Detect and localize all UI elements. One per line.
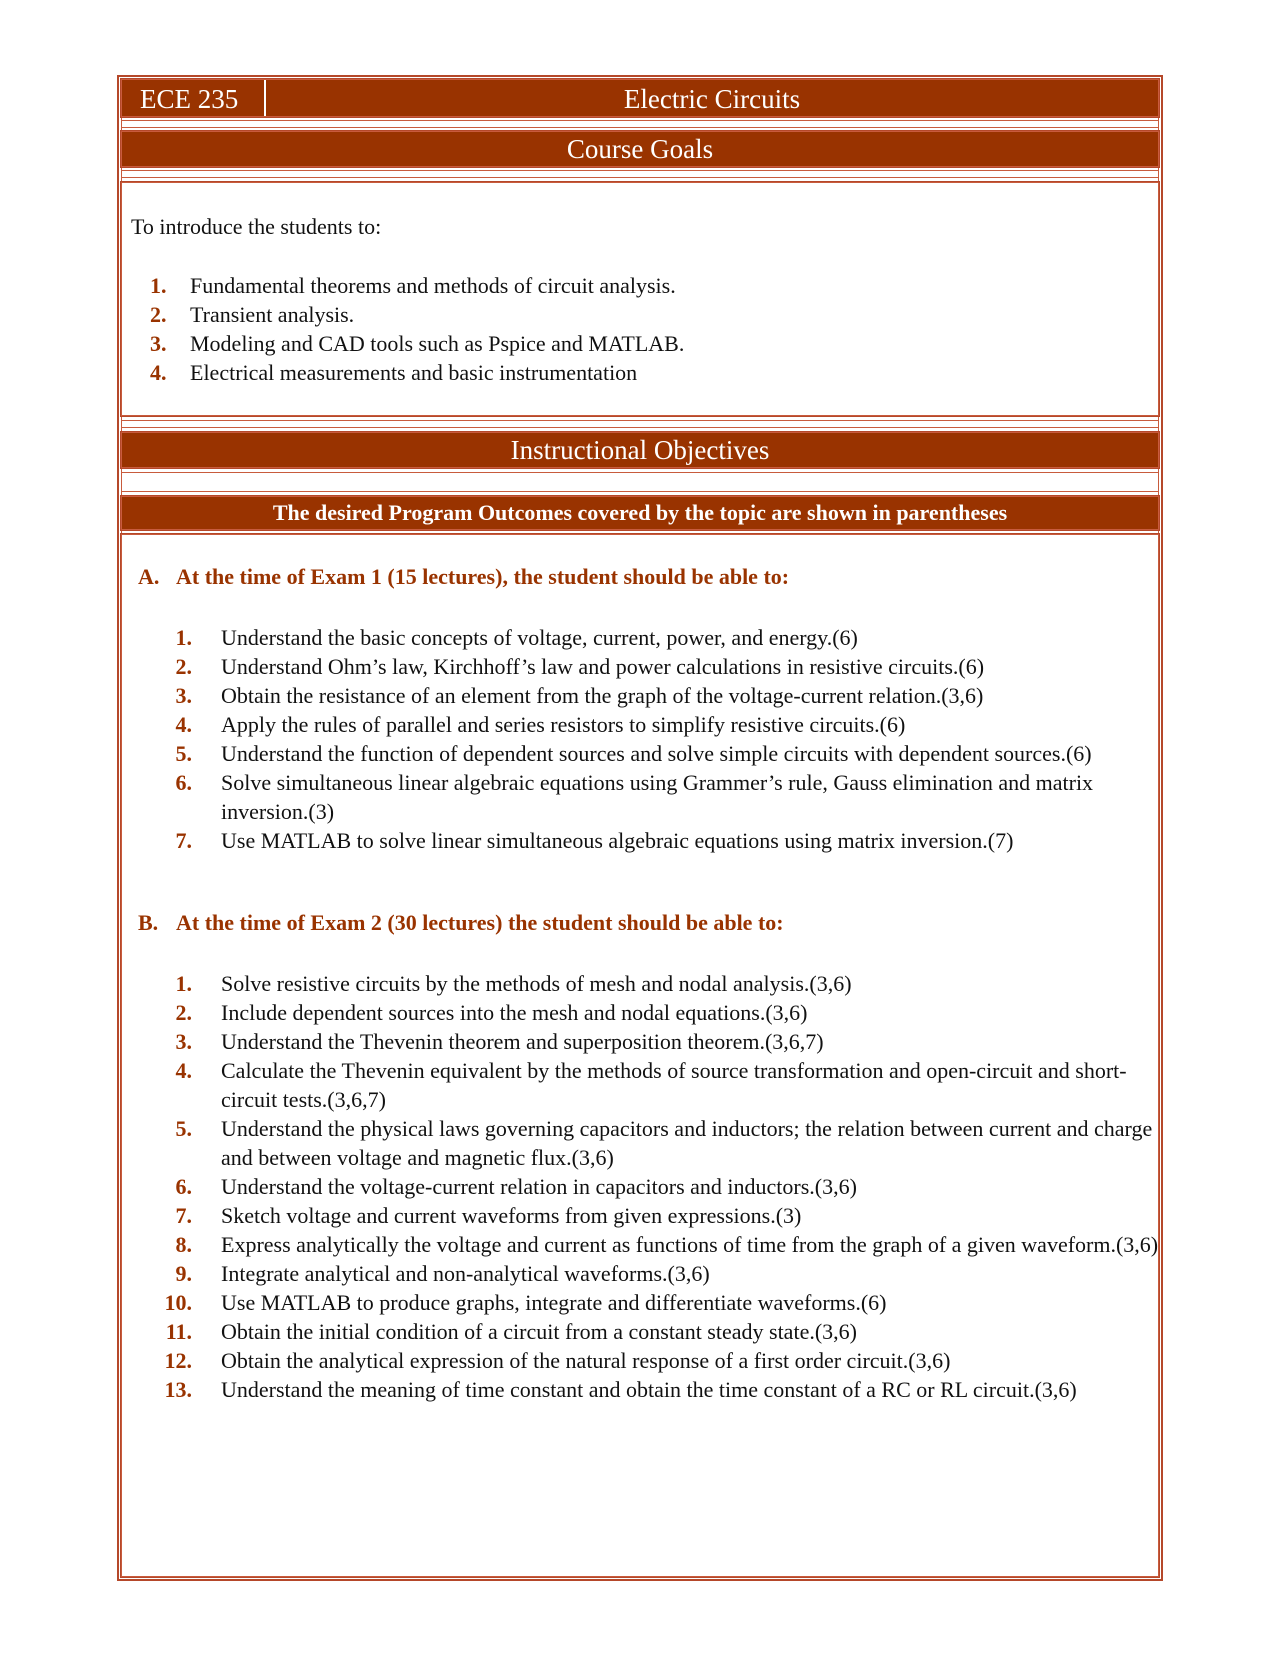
list-item <box>150 1201 1160 1230</box>
list-item <box>150 739 1160 768</box>
list-item-number: 3. <box>175 683 192 708</box>
list-item-number: 5. <box>175 1116 192 1141</box>
list-item-text: Understand Ohm’s law, Kirchhoff’s law and power calculations in resistive circuits.(6) <box>221 654 985 679</box>
list-item <box>150 1027 1160 1056</box>
list-item-number: 13. <box>164 1377 192 1402</box>
list-item-text: Obtain the analytical expression of the natural response of a first order circuit.(3,6) <box>221 1348 951 1373</box>
list-item-text: Understand the basic concepts of voltage, current, power, and energy.(6) <box>221 625 858 650</box>
list-item-text: Obtain the resistance of an element from the graph of the voltage-current relation.(3,6) <box>221 683 984 708</box>
list-item <box>150 1172 1160 1201</box>
course-goals-intro: To introduce the students to: <box>131 214 382 239</box>
list-item <box>150 969 1160 998</box>
section-b-list <box>150 969 1160 1404</box>
list-item <box>150 710 1160 739</box>
list-item <box>150 1230 1160 1259</box>
program-outcomes-note: The desired Program Outcomes covered by the topic are shown in parentheses <box>121 496 1159 530</box>
list-item <box>150 358 684 387</box>
list-item <box>150 826 1160 855</box>
goals-spacer <box>121 170 1159 178</box>
section-a-list <box>150 623 1160 855</box>
list-item <box>150 1317 1160 1346</box>
section-a-heading <box>138 564 789 590</box>
list-item-text: Modeling and CAD tools such as Pspice and MATLAB. <box>190 331 685 356</box>
list-item <box>150 1056 1160 1114</box>
list-item-text: Include dependent sources into the mesh and nodal equations.(3,6) <box>221 1000 808 1025</box>
list-item-number: 8. <box>175 1232 192 1257</box>
list-item <box>150 1288 1160 1317</box>
list-item-text: Electrical measurements and basic instrumentation <box>190 360 638 385</box>
list-item-text: Integrate analytical and non-analytical waveforms.(3,6) <box>221 1261 710 1286</box>
list-item-text: Understand the Thevenin theorem and superposition theorem.(3,6,7) <box>221 1029 824 1054</box>
list-item-number: 10. <box>164 1290 192 1315</box>
list-item-number: 2. <box>150 302 167 327</box>
list-item-text: Solve simultaneous linear algebraic equations using Grammer’s rule, Gauss elimination and matrix inversion.(3) <box>221 770 1094 824</box>
list-item <box>150 652 1160 681</box>
list-item <box>150 1259 1160 1288</box>
list-item-number: 1. <box>175 971 192 996</box>
section-a-heading-text: At the time of Exam 1 (15 lectures), the student should be able to: <box>176 564 790 589</box>
list-item-text: Sketch voltage and current waveforms from given expressions.(3) <box>221 1203 802 1228</box>
list-item-number: 5. <box>175 741 192 766</box>
list-item <box>150 681 1160 710</box>
list-item-number: 4. <box>150 360 167 385</box>
list-item-number: 6. <box>175 770 192 795</box>
list-item-number: 4. <box>175 712 192 737</box>
list-item-text: Fundamental theorems and methods of circuit analysis. <box>190 273 676 298</box>
list-item <box>150 300 684 329</box>
list-item-number: 2. <box>175 1000 192 1025</box>
objectives-spacer <box>121 472 1159 492</box>
list-item-number: 7. <box>175 1203 192 1228</box>
list-item-text: Understand the meaning of time constant and obtain the time constant of a RC or RL circuit.(3,6) <box>221 1377 1077 1402</box>
list-item-text: Apply the rules of parallel and series resistors to simplify resistive circuits.(6) <box>221 712 906 737</box>
list-item <box>150 1375 1160 1404</box>
list-item-number: 11. <box>165 1319 192 1344</box>
list-item-number: 2. <box>175 654 192 679</box>
list-item-number: 7. <box>175 828 192 853</box>
list-item-number: 3. <box>150 331 167 356</box>
list-item <box>150 329 684 358</box>
list-item <box>150 623 1160 652</box>
list-item-number: 3. <box>175 1029 192 1054</box>
list-item <box>150 768 1160 826</box>
course-code: ECE 235 <box>122 80 266 116</box>
list-item-number: 6. <box>175 1174 192 1199</box>
list-item-text: Use MATLAB to produce graphs, integrate and differentiate waveforms.(6) <box>221 1290 887 1315</box>
list-item-number: 1. <box>175 625 192 650</box>
course-title: Electric Circuits <box>623 84 801 114</box>
list-item <box>150 998 1160 1027</box>
list-item-text: Understand the function of dependent sources and solve simple circuits with dependent sources.(6) <box>221 741 1092 766</box>
list-item-text: Obtain the initial condition of a circuit from a constant steady state.(3,6) <box>221 1319 857 1344</box>
list-item-text: Solve resistive circuits by the methods of mesh and nodal analysis.(3,6) <box>221 971 852 996</box>
section-b-heading <box>138 910 784 936</box>
list-item-text: Calculate the Thevenin equivalent by the methods of source transformation and open-circuit and short-circuit tests.(3,6,7) <box>221 1058 1127 1112</box>
list-item-text: Transient analysis. <box>190 302 355 327</box>
list-item-number: 12. <box>164 1348 192 1373</box>
list-item-number: 4. <box>175 1058 192 1083</box>
list-item <box>150 271 684 300</box>
course-goals-list <box>150 271 684 387</box>
objectives-top-spacer <box>121 420 1159 428</box>
section-a-letter: A. <box>138 564 160 589</box>
section-b-heading-text: At the time of Exam 2 (30 lectures) the student should be able to: <box>176 910 784 935</box>
list-item-text: Understand the voltage-current relation in capacitors and inductors.(3,6) <box>221 1174 857 1199</box>
course-header-bar <box>121 79 1159 117</box>
course-goals-title: Course Goals <box>121 131 1159 167</box>
objectives-title: Instructional Objectives <box>121 432 1159 468</box>
list-item <box>150 1114 1160 1172</box>
list-item-text: Understand the physical laws governing capacitors and inductors; the relation between current and charge and between voltage and magnetic flux.(3,6) <box>221 1116 1153 1170</box>
list-item <box>150 1346 1160 1375</box>
header-spacer <box>121 120 1159 128</box>
list-item-number: 1. <box>150 273 167 298</box>
list-item-number: 9. <box>175 1261 192 1286</box>
section-b-letter: B. <box>138 910 159 935</box>
list-item-text: Use MATLAB to solve linear simultaneous algebraic equations using matrix inversion.(7) <box>221 828 1014 853</box>
list-item-text: Express analytically the voltage and current as functions of time from the graph of a given waveform.(3,6) <box>221 1232 1159 1257</box>
